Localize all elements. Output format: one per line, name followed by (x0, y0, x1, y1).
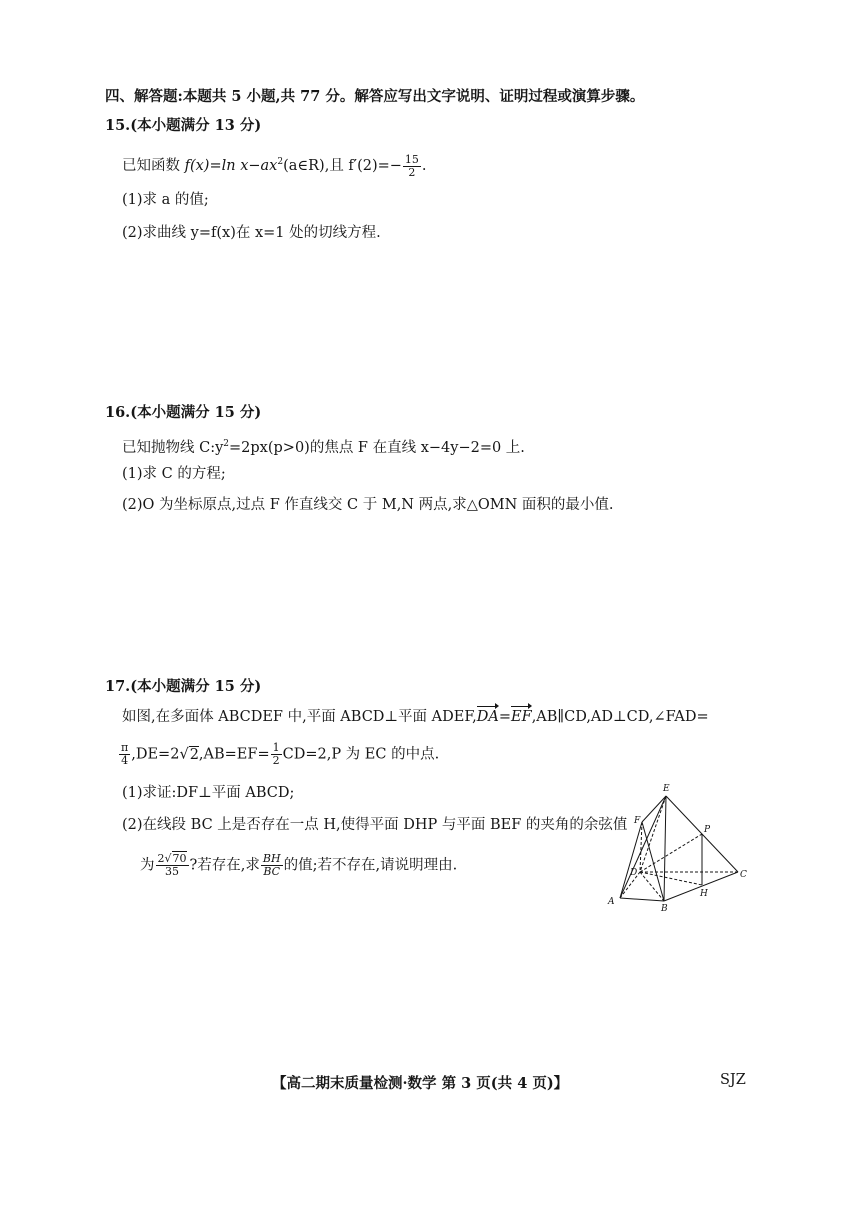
edge-ef (642, 796, 666, 822)
label-h: H (700, 889, 708, 899)
q17-pi-fraction (119, 742, 130, 767)
q17-vector-da: DA (476, 709, 499, 725)
q16-stem (122, 434, 525, 458)
edge-fa (620, 822, 642, 898)
q17-ratio-numerator: BH (262, 852, 281, 865)
q17-half-denominator: 2 (272, 754, 280, 767)
q17-part2-cont (140, 853, 457, 878)
q17-stem-line2 (118, 742, 439, 767)
q17-line1-text-b: ,AB∥CD,AD⊥CD,∠FAD= (531, 709, 709, 725)
q16-heading: 16.(本小题满分 15 分) (105, 404, 262, 421)
q17-line2-text-a: ,DE=2 (131, 746, 180, 763)
q15-function: f(x)=ln x−ax (184, 158, 278, 174)
q16-part1: (1)求 C 的方程; (122, 466, 226, 482)
q17-pi-numerator: π (121, 741, 129, 754)
label-b: B (661, 904, 668, 914)
q17-stem-line1 (122, 707, 709, 727)
q16-part2: (2)O 为坐标原点,过点 F 作直线交 C 于 M,N 两点,求△OMN 面积的最小值. (122, 497, 614, 513)
edge-ab (620, 898, 664, 901)
q17-cos-fraction (156, 853, 189, 878)
q17-cos-sqrt-sign: √ (164, 852, 172, 865)
q17-p3-text-b: ?若存在,求 (189, 857, 260, 874)
q15-heading: 15.(本小题满分 13 分) (105, 117, 262, 134)
label-e: E (663, 784, 670, 794)
q17-sqrt-sign: √ (179, 746, 189, 763)
edge-dp (640, 834, 702, 872)
q15-stem (122, 152, 427, 179)
q15-part2: (2)求曲线 y=f(x)在 x=1 处的切线方程. (122, 225, 381, 241)
q15-stem-text-c: . (421, 158, 427, 174)
polyhedron-figure (604, 780, 754, 915)
q17-ratio-denominator: BC (263, 865, 281, 878)
q16-exponent: 2 (223, 439, 230, 449)
q16-stem-text-b: =2px(p>0)的焦点 F 在直线 x−4y−2=0 上. (229, 440, 525, 456)
q17-ratio-fraction (261, 853, 283, 878)
q15-fraction (403, 154, 421, 179)
q15-fraction-numerator: 15 (404, 152, 419, 166)
edge-dh (640, 872, 702, 885)
q17-cos-radicand: 70 (172, 852, 187, 865)
q17-line2-text-b: ,AB=EF= (198, 746, 270, 763)
q17-pi-denominator: 4 (121, 754, 129, 767)
q17-cos-coef: 2 (157, 852, 165, 865)
q15-fraction-denominator: 2 (408, 165, 416, 179)
label-a: A (608, 897, 615, 907)
q17-part2: (2)在线段 BC 上是否存在一点 H,使得平面 DHP 与平面 BEF 的夹角的余弦值 (122, 817, 628, 833)
q16-stem-text-a: 已知抛物线 C:y (122, 440, 224, 456)
q17-line2-text-c: CD=2,P 为 EC 的中点. (282, 746, 440, 763)
q17-sqrt-radicand: 2 (189, 746, 199, 763)
q15-exponent: 2 (277, 157, 284, 167)
q17-cos-denominator: 35 (165, 865, 179, 878)
q15-part1: (1)求 a 的值; (122, 192, 209, 208)
q15-stem-text-a: 已知函数 (122, 158, 185, 174)
q17-half-numerator: 1 (272, 741, 280, 754)
label-d: D (630, 868, 638, 878)
q17-line1-text-a: 如图,在多面体 ABCDEF 中,平面 ABCD⊥平面 ADEF, (122, 709, 477, 725)
edge-eb (664, 796, 666, 901)
q17-heading: 17.(本小题满分 15 分) (105, 678, 262, 695)
label-c: C (740, 870, 747, 880)
q17-p3-text-c: 的值;若不存在,请说明理由. (283, 857, 458, 874)
footer-code: SJZ (720, 1072, 746, 1088)
q17-part1: (1)求证:DF⊥平面 ABCD; (122, 785, 295, 801)
q15-stem-text-b: (a∈R),且 f′(2)=− (283, 158, 402, 174)
figure-hidden-edges (620, 796, 738, 901)
q17-p3-text-a: 为 (140, 857, 155, 874)
section-title: 四、解答题:本题共 5 小题,共 77 分。解答应写出文字说明、证明过程或演算步骤。 (105, 88, 645, 105)
q17-equals: = (498, 709, 512, 725)
q17-half-fraction (271, 742, 282, 767)
q17-vector-ef: EF (511, 709, 532, 725)
page-footer: 【高二期末质量检测·数学 第 3 页(共 4 页)】 (272, 1075, 569, 1092)
label-p: P (704, 825, 711, 835)
label-f: F (634, 816, 641, 826)
